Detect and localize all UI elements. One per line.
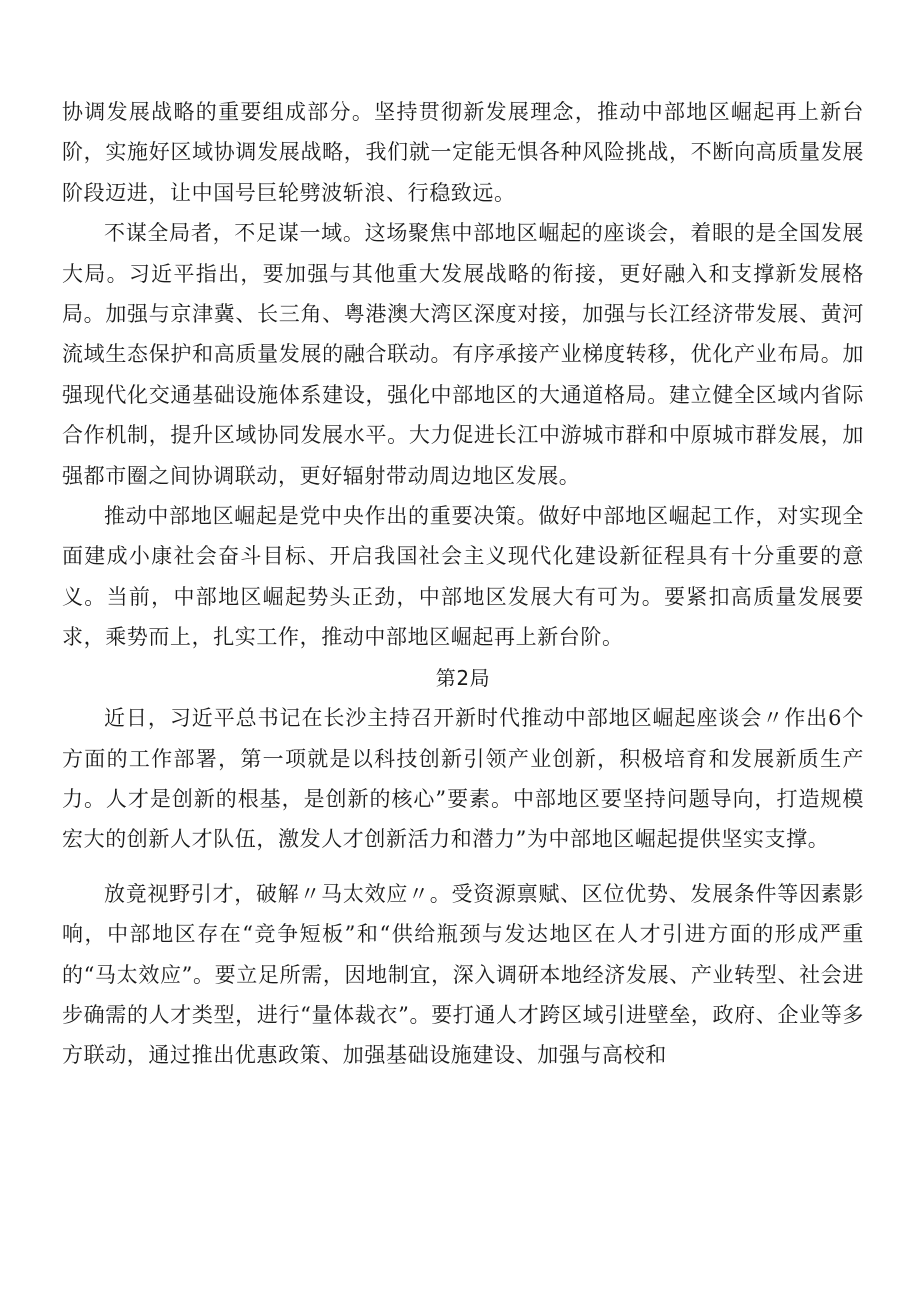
- paragraph-body-text: 受资源禀赋、区位优势、发展条件等因素影响，中部地区存在“竞争短板”和“供给瓶颈与发达地区在人才引进方面的形成严重的“马太效应”。要立足所需，因地制宜，深入调研本地经济发展、产业转型、社会进步确需的人才类型，进行“量体裁衣”。要打通人才跨区域引进壁垒，政府、企业等多方联动，通过推出优惠政策、加强基础设施建设、加强与高校和: [62, 881, 864, 1068]
- paragraph-global-view: 不谋全局者，不足谋一域。这场聚焦中部地区崛起的座谈会，着眼的是全国发展大局。习近平指出，要加强与其他重大发展战略的衔接，更好融入和支撑新发展格局。加强与京津冀、长三角、粤港澳大湾区深度对接，加强与长江经济带发展、黄河流域生态保护和高质量发展的融合联动。有序承接产业梯度转移，优化产业布局。加强现代化交通基础设施体系建设，强化中部地区的大通道格局。建立健全区域内省际合作机制，提升区域协同发展水平。大力促进长江中游城市群和中原城市群发展，加强都市圈之间协调联动，更好辐射带动周边地区发展。: [62, 221, 864, 488]
- paragraph-gap: [62, 860, 864, 874]
- paragraph-lead-phrase: 放竟视野引才，破解〃马太效应〃。: [104, 881, 452, 906]
- document-page: [62, 92, 864, 1076]
- paragraph-continuation: 协调发展战略的重要组成部分。坚持贯彻新发展理念，推动中部地区崛起再上新台阶，实施好区域协调发展战略，我们就一定能无惧各种风险挑战，不断向高质量发展阶段迈进，让中国号巨轮劈波斩浪、行稳致远。: [62, 100, 864, 205]
- paragraph-talent-innovation: 近日，习近平总书记在长沙主持召开新时代推动中部地区崛起座谈会〃作出6个方面的工作部署，第一项就是以科技创新引领产业创新，积极培育和发展新质生产力。人才是创新的根基，是创新的核心”要素。中部地区要坚持问题导向，打造规模宏大的创新人才队伍，激发人才创新活力和潜力”为中部地区崛起提供坚实支撑。: [62, 706, 864, 852]
- section-heading: 第2局: [435, 665, 491, 690]
- paragraph-matthew-effect: [62, 874, 864, 1076]
- paragraph-central-decision: 推动中部地区崛起是党中央作出的重要决策。做好中部地区崛起工作，对实现全面建成小康社会奋斗目标、开启我国社会主义现代化建设新征程具有十分重要的意义。当前，中部地区崛起势头正劲，中部地区发展大有可为。要紧扣高质量发展要求，乘势而上，扎实工作，推动中部地区崛起再上新台阶。: [62, 504, 864, 650]
